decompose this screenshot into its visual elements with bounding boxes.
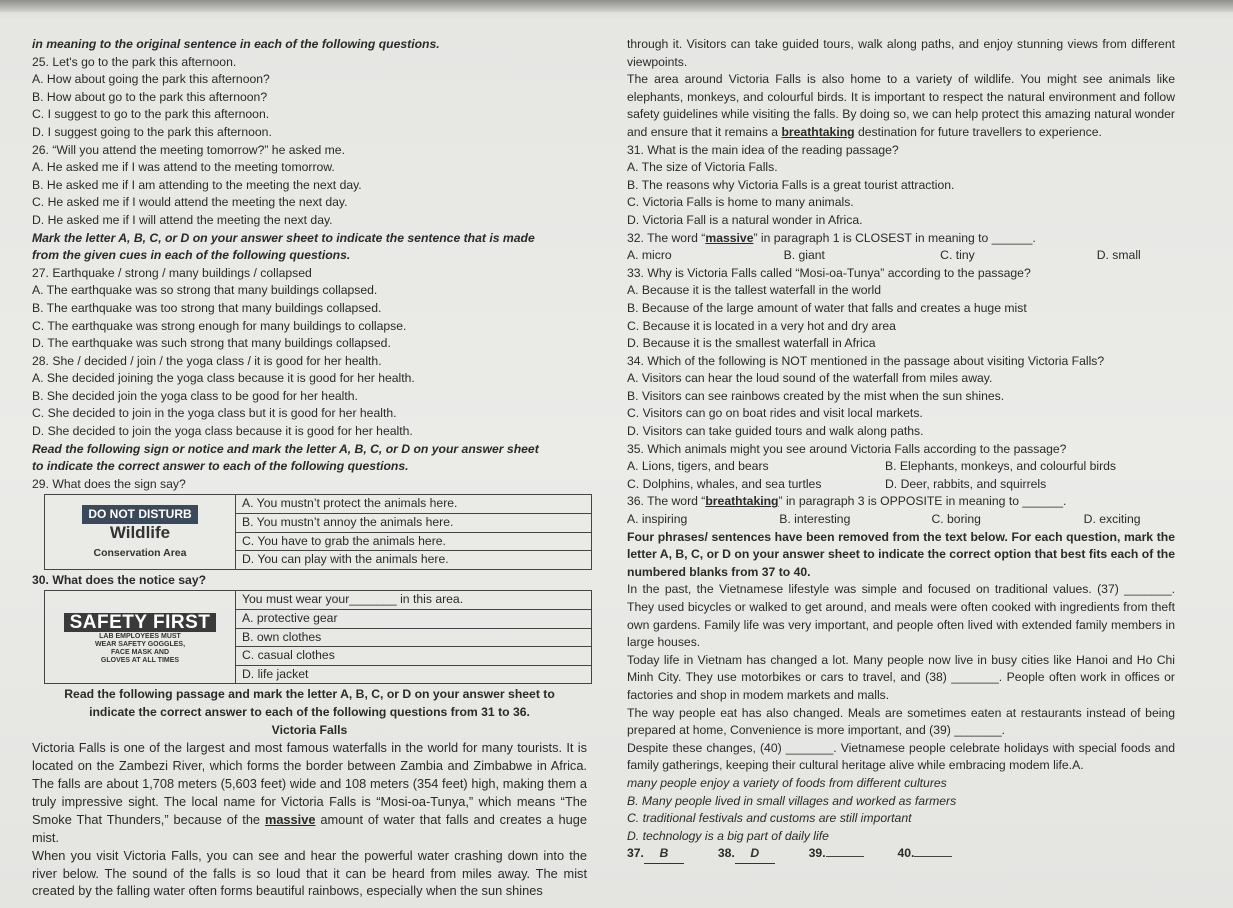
question-27: 27. Earthquake / strong / many buildings / collapsed (32, 265, 312, 280)
cloze-option-c: C. traditional festivals and customs are still important (627, 811, 912, 826)
sign-29-image (45, 495, 236, 569)
instruction-passage-2: indicate the correct answer to each of the following questions from 31 to 36. (89, 704, 530, 719)
instruction-cloze: Four phrases/ sentences have been removed from the text below. For each question, mark the letter A, B, C, or D on your answer sheet to indicate the correct option that best fits each of the numbered blanks from 37 to 40. (627, 529, 1175, 579)
option-27b: B. The earthquake was too strong that many buildings collapsed. (32, 300, 382, 315)
option-25a: A. How about going the park this afternoon? (32, 72, 270, 87)
option-31b: B. The reasons why Victoria Falls is a great tourist attraction. (627, 177, 955, 192)
cloze-paragraph-3: The way people eat has also changed. Meals are sometimes eaten at restaurants instead of being prepared at home, Convenience is more important, and (39) _______. (627, 705, 1175, 738)
question-26: 26. “Will you attend the meeting tomorrow?” he asked me. (32, 142, 345, 157)
options-32 (627, 247, 1175, 265)
sign-30-image (45, 591, 236, 684)
passage-p1-text: Victoria Falls is one of the largest and most famous waterfalls in the world for many tourists. It is located on the Zambezi River, which forms the border between Zambia and Zimbabwe in Africa. The falls are about 1,708 meters (5,603 feet) wide and 108 meters (354 feet) high, making them a truly impressive sight. The local name for Victoria Falls is “Mosi-oa-Tunya,” which means “The Smoke That Thunders,” because of the (32, 740, 587, 827)
question-25: 25. Let's go to the park this afternoon. (32, 54, 237, 69)
option-28d: D. She decided to join the yoga class because it is good for her health. (32, 424, 413, 439)
option-28c: C. She decided to join in the yoga class but it is good for her health. (32, 406, 397, 421)
option-30d: D. life jacket (236, 665, 592, 684)
option-33d: D. Because it is the smallest waterfall in Africa (627, 336, 876, 351)
answer-39-blank (826, 856, 864, 857)
answer-38-value: D (735, 845, 775, 864)
sign-30-line-2: WEAR SAFETY GOGGLES, (94, 641, 186, 649)
question-35: 35. Which animals might you see around Victoria Falls according to the passage? (627, 441, 1067, 456)
wildlife-label: Wildlife (109, 523, 171, 543)
answer-40-blank (914, 856, 952, 857)
passage-paragraph-3 (627, 71, 1175, 141)
instruction-sign-2: to indicate the correct answer to each of the following questions. (32, 459, 409, 474)
option-32c: C. tiny (940, 248, 975, 263)
option-34a: A. Visitors can hear the loud sound of the waterfall from miles away. (627, 371, 993, 386)
option-30a: A. protective gear (236, 610, 592, 629)
instruction-text: in meaning to the original sentence in each of the following questions. (32, 37, 440, 51)
right-column (627, 36, 1175, 864)
passage-p3-end: destination for future travellers to experience. (858, 124, 1102, 139)
option-27a: A. The earthquake was so strong that many buildings collapsed. (32, 283, 378, 298)
passage-p3-text: The area around Victoria Falls is also home to a variety of wildlife. You might see animals like elephants, monkeys, and colourful birds. It is important to respect the natural environment and follow safety guidelines while visiting the falls. By doing so, we can help protect this amazing natural wonder and ensure that it remains a (627, 72, 1175, 139)
cloze-option-d: D. technology is a big part of daily life (627, 828, 829, 843)
option-36d: D. exciting (1083, 512, 1141, 527)
answer-39-label: 39. (808, 846, 826, 861)
option-31c: C. Victoria Falls is home to many animals. (627, 195, 854, 210)
breathtaking-word: breathtaking (781, 124, 855, 139)
answer-38-label: 38. (717, 846, 735, 861)
question-30-stem: You must wear your_______ in this area. (236, 591, 592, 610)
sign-30-line-3: FACE MASK AND (110, 649, 170, 657)
option-35b: B. Elephants, monkeys, and colourful birds (885, 459, 1117, 474)
question-32: 32. The word “massive” in paragraph 1 is CLOSEST in meaning to ______. (627, 230, 1036, 245)
option-33b: B. Because of the large amount of water that falls and creates a huge mist (627, 300, 1027, 315)
passage-p2-continued: through it. Visitors can take guided tours, walk along paths, and enjoy stunning views from different viewpoints. (627, 37, 1175, 69)
cloze-option-b: B. Many people lived in small villages and worked as farmers (627, 793, 957, 808)
cloze-paragraph-2: Today life in Vietnam has changed a lot. Many people now live in busy cities like Hanoi and Ho Chi Minh City. They use motorbikes or cars to travel, and (38) _______. People often work in offices or factories and shop in modem markets and malls. (627, 652, 1175, 702)
conservation-area-label: Conservation Area (93, 546, 187, 559)
option-29d: D. You can play with the animals here. (236, 551, 592, 570)
instruction-cues-1: Mark the letter A, B, C, or D on your answer sheet to indicate the sentence that is made (32, 230, 535, 245)
option-27d: D. The earthquake was such strong that many buildings collapsed. (32, 336, 391, 351)
option-33a: A. Because it is the tallest waterfall in the world (627, 283, 882, 298)
option-35c: C. Dolphins, whales, and sea turtles (627, 476, 822, 491)
option-32d: D. small (1096, 248, 1141, 263)
option-35a: A. Lions, tigers, and bears (627, 459, 769, 474)
options-35-row2 (627, 476, 1175, 494)
passage-paragraph-1 (32, 739, 587, 846)
option-36a: A. inspiring (627, 512, 688, 527)
sign-30-line-4: GLOVES AT ALL TIMES (100, 657, 180, 665)
question-33: 33. Why is Victoria Falls called “Mosi-oa-Tunya” according to the passage? (627, 265, 1031, 280)
answer-row (627, 845, 1175, 864)
sign-30-line-1: LAB EMPLOYEES MUST (99, 633, 181, 641)
sign-29-table (44, 494, 592, 569)
instruction-sign-1: Read the following sign or notice and mark the letter A, B, C, or D on your answer sheet (32, 441, 539, 456)
page-top-shadow (0, 0, 1233, 12)
cloze-paragraph-4: Despite these changes, (40) _______. Vietnamese people celebrate holidays with special foods and family gatherings, keeping their cultural heritage alive while embracing modem life.A. (627, 740, 1175, 773)
left-column (32, 36, 587, 900)
options-35-row1 (627, 458, 1175, 476)
option-27c: C. The earthquake was strong enough for many buildings to collapse. (32, 318, 407, 333)
option-36c: C. boring (931, 512, 981, 527)
question-31: 31. What is the main idea of the reading passage? (627, 142, 899, 157)
answer-37-label: 37. (627, 846, 644, 861)
question-36: 36. The word “breathtaking” in paragraph 3 is OPPOSITE in meaning to ______. (627, 494, 1067, 509)
answer-37-value: B (644, 845, 684, 864)
option-35d: D. Deer, rabbits, and squirrels (885, 476, 1047, 491)
option-31d: D. Victoria Fall is a natural wonder in Africa. (627, 212, 863, 227)
question-34: 34. Which of the following is NOT mentioned in the passage about visiting Victoria Falls? (627, 353, 1105, 368)
option-28a: A. She decided joining the yoga class because it is good for her health. (32, 371, 415, 386)
sign-30-table (44, 590, 592, 684)
option-34b: B. Visitors can see rainbows created by the mist when the sun shines. (627, 388, 1005, 403)
massive-ref: massive (705, 230, 754, 245)
cloze-paragraph-1: In the past, the Vietnamese lifestyle was simple and focused on traditional values. (37) _______. They used bicycles or walked to get around, and meals were often cooked with ingredients from theft own gardens. Family life was very important, and people often lived with extended family members in large houses. (627, 582, 1175, 650)
option-26d: D. He asked me if I will attend the meeting the next day. (32, 212, 333, 227)
option-29a: A. You mustn’t protect the animals here. (236, 495, 592, 514)
instruction-cues-2: from the given cues in each of the following questions. (32, 248, 351, 263)
answer-40-label: 40. (897, 846, 915, 861)
option-36b: B. interesting (779, 512, 851, 527)
option-25d: D. I suggest going to the park this afternoon. (32, 124, 272, 139)
instruction-passage-1: Read the following passage and mark the letter A, B, C, or D on your answer sheet to (64, 687, 555, 702)
options-36 (627, 511, 1175, 529)
option-31a: A. The size of Victoria Falls. (627, 160, 778, 175)
safety-first-label: SAFETY FIRST (64, 613, 217, 633)
option-28b: B. She decided join the yoga class to be good for her health. (32, 388, 358, 403)
option-34d: D. Visitors can take guided tours and walk along paths. (627, 424, 924, 439)
passage-paragraph-2: When you visit Victoria Falls, you can see and hear the powerful water crashing down into the river below. The sound of the falls is so loud that it can be heard from miles away. The mist created by the falling water often forms beautiful rainbows, especially when the sun shines (32, 847, 587, 899)
question-30: 30. What does the notice say? (32, 572, 207, 587)
option-30b: B. own clothes (236, 628, 592, 647)
option-25b: B. How about go to the park this afternoon? (32, 89, 268, 104)
option-29c: C. You have to grab the animals here. (236, 532, 592, 551)
option-26c: C. He asked me if I would attend the meeting the next day. (32, 195, 348, 210)
option-34c: C. Visitors can go on boat rides and visit local markets. (627, 406, 923, 421)
option-32b: B. giant (783, 248, 825, 263)
cloze-option-a: many people enjoy a variety of foods from different cultures (627, 775, 947, 790)
option-26a: A. He asked me if I was attend to the meeting tomorrow. (32, 160, 335, 175)
passage-p1-end: amount of water that falls and creates a huge mist. (32, 811, 587, 845)
option-33c: C. Because it is located in a very hot and dry area (627, 318, 896, 333)
option-32a: A. micro (627, 248, 672, 263)
option-30c: C. casual clothes (236, 647, 592, 666)
option-29b: B. You mustn’t annoy the animals here. (236, 514, 592, 533)
option-25c: C. I suggest to go to the park this afternoon. (32, 107, 270, 122)
massive-word: massive (264, 811, 316, 827)
do-not-disturb-label: DO NOT DISTURB (82, 505, 197, 525)
option-26b: B. He asked me if I am attending to the meeting the next day. (32, 177, 362, 192)
passage-title: Victoria Falls (271, 722, 348, 737)
breathtaking-ref: breathtaking (705, 494, 779, 509)
question-28: 28. She / decided / join / the yoga class / it is good for her health. (32, 353, 382, 368)
question-29: 29. What does the sign say? (32, 476, 186, 491)
